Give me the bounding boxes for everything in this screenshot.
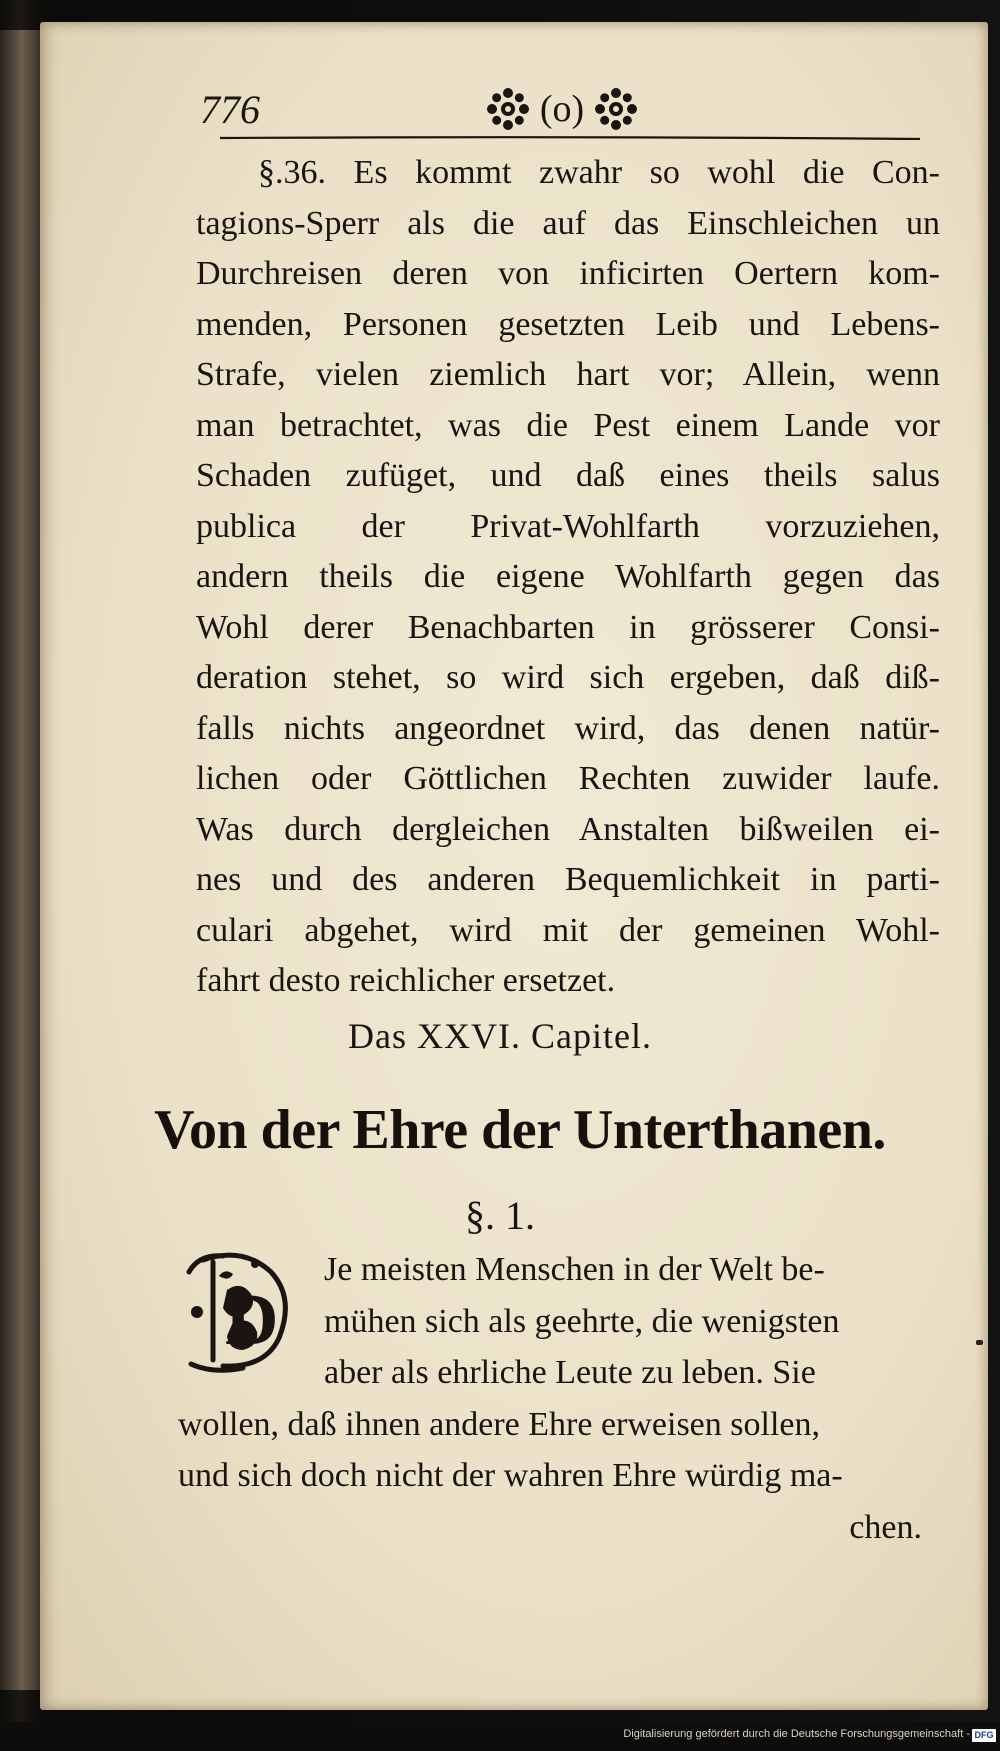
text-line: man betrachtet, was die Pest einem Lande vor (196, 406, 940, 444)
text-line: nes und des anderen Bequemlichkeit in parti- (196, 861, 940, 898)
text-line: fahrt desto reichlicher ersetzet. (196, 962, 616, 999)
paragraph-36 (196, 148, 940, 1007)
rosette-icon (486, 87, 530, 131)
rosette-icon (594, 87, 638, 131)
paragraph-1 (178, 1244, 928, 1553)
text-line: chen. (849, 1508, 922, 1546)
text-line: tagions-Sperr als die auf das Einschleichen un (196, 204, 940, 242)
header-center-mark: (o) (539, 88, 585, 130)
text-line: falls nichts angeordnet wird, das denen natür- (196, 709, 940, 747)
dfg-logo: DFG (972, 1729, 996, 1742)
text-line: Was durch dergleichen Anstalten bißweilen ei- (196, 810, 940, 848)
text-line: menden, Personen gesetzten Leib und Lebens- (196, 305, 940, 343)
text-line: §.36. Es kommt zwahr so wohl die Con- (258, 154, 940, 191)
initial-letter: D (225, 1279, 279, 1361)
text-line: deration stehet, so wird sich ergeben, daß diß- (196, 659, 940, 696)
book-gutter (0, 30, 40, 1690)
text-line: culari abgehet, wird mit der gemeinen Wohl- (196, 911, 940, 949)
text-line: aber als ehrliche Leute zu leben. Sie (324, 1354, 816, 1391)
text-line: andern theils die eigene Wohlfarth gegen das (196, 558, 940, 595)
margin-mark (976, 1340, 983, 1345)
page-number: 776 (200, 87, 260, 132)
header-rule (220, 136, 920, 140)
text-line: Strafe, vielen ziemlich hart vor; Allein, wenn (196, 356, 940, 393)
text-line: wollen, daß ihnen andere Ehre erweisen sollen, (178, 1405, 820, 1443)
text-line: Durchreisen deren von inficirten Oertern kom- (196, 255, 940, 292)
chapter-label: Das XXVI. Capitel. (348, 1016, 652, 1056)
text-line: Schaden zufüget, und daß eines theils salus (196, 457, 940, 494)
text-line: publica der Privat-Wohlfarth vorzuziehen, (196, 507, 940, 545)
header-ornament (462, 82, 662, 136)
text-line: Wohl derer Benachbarten in grösserer Consi- (196, 608, 940, 646)
text-line: mühen sich als geehrte, die wenigsten (324, 1302, 840, 1340)
section-mark: §. 1. (465, 1193, 535, 1238)
running-header (200, 82, 900, 142)
text-line: Je meisten Menschen in der Welt be- (324, 1251, 825, 1288)
text-line: und sich doch nicht der wahren Ehre würdig ma- (178, 1457, 843, 1494)
text-line: lichen oder Göttlichen Rechten zuwider laufe. (196, 760, 940, 797)
digitization-credit: Digitalisierung gefördert durch die Deutsche Forschungsgemeinschaft - (623, 1728, 970, 1740)
chapter-title: Von der Ehre der Unterthanen. (154, 1099, 886, 1161)
